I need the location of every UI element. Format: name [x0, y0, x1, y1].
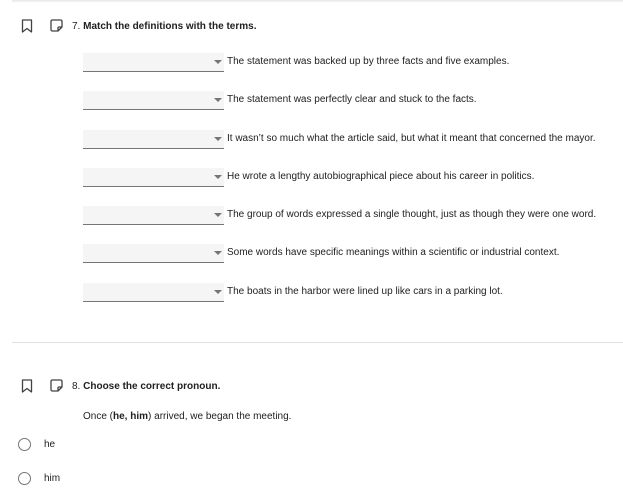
term-dropdown[interactable] — [83, 53, 224, 72]
option-label: he — [44, 438, 56, 450]
question-divider — [12, 342, 623, 343]
chevron-down-icon — [214, 137, 222, 141]
term-dropdown[interactable] — [83, 130, 224, 149]
question-prompt: Once (he, him) arrived, we began the meeting. — [83, 411, 292, 422]
answer-option-him[interactable] — [18, 469, 60, 487]
question-number: 7. — [72, 21, 81, 32]
chevron-down-icon — [214, 213, 222, 217]
chevron-down-icon — [214, 60, 222, 64]
definition-text: The boats in the harbor were lined up like cars in a parking lot. — [227, 286, 503, 297]
definition-text: The statement was perfectly clear and stuck to the facts. — [227, 94, 477, 105]
chevron-down-icon — [214, 98, 222, 102]
chevron-down-icon — [214, 251, 222, 255]
bookmark-icon[interactable] — [21, 379, 33, 393]
note-icon[interactable] — [50, 19, 63, 32]
term-dropdown[interactable] — [83, 206, 224, 225]
definition-text: The group of words expressed a single thought, just as though they were one word. — [227, 209, 597, 220]
question-number: 8. — [72, 381, 81, 392]
term-dropdown[interactable] — [83, 244, 224, 263]
chevron-down-icon — [214, 290, 222, 294]
term-dropdown[interactable] — [83, 283, 224, 302]
question-text: Choose the correct pronoun. — [83, 381, 221, 392]
bookmark-icon[interactable] — [21, 19, 33, 33]
note-icon[interactable] — [50, 379, 63, 392]
radio-button[interactable] — [18, 472, 31, 485]
definition-text: Some words have specific meanings within a scientific or industrial context. — [227, 247, 560, 258]
question-text: Match the definitions with the terms. — [83, 21, 257, 32]
definition-text: It wasn’t so much what the article said, but what it meant that concerned the mayor. — [227, 133, 596, 144]
option-label: him — [44, 472, 61, 484]
top-edge-shadow — [12, 0, 623, 3]
chevron-down-icon — [214, 175, 222, 179]
term-dropdown[interactable] — [83, 168, 224, 187]
question-title — [72, 21, 256, 32]
answer-option-he[interactable] — [18, 435, 55, 453]
radio-button[interactable] — [18, 438, 31, 451]
question-title — [72, 381, 220, 392]
definition-text: He wrote a lengthy autobiographical piece about his career in politics. — [227, 171, 535, 182]
term-dropdown[interactable] — [83, 91, 224, 110]
definition-text: The statement was backed up by three facts and five examples. — [227, 56, 510, 67]
